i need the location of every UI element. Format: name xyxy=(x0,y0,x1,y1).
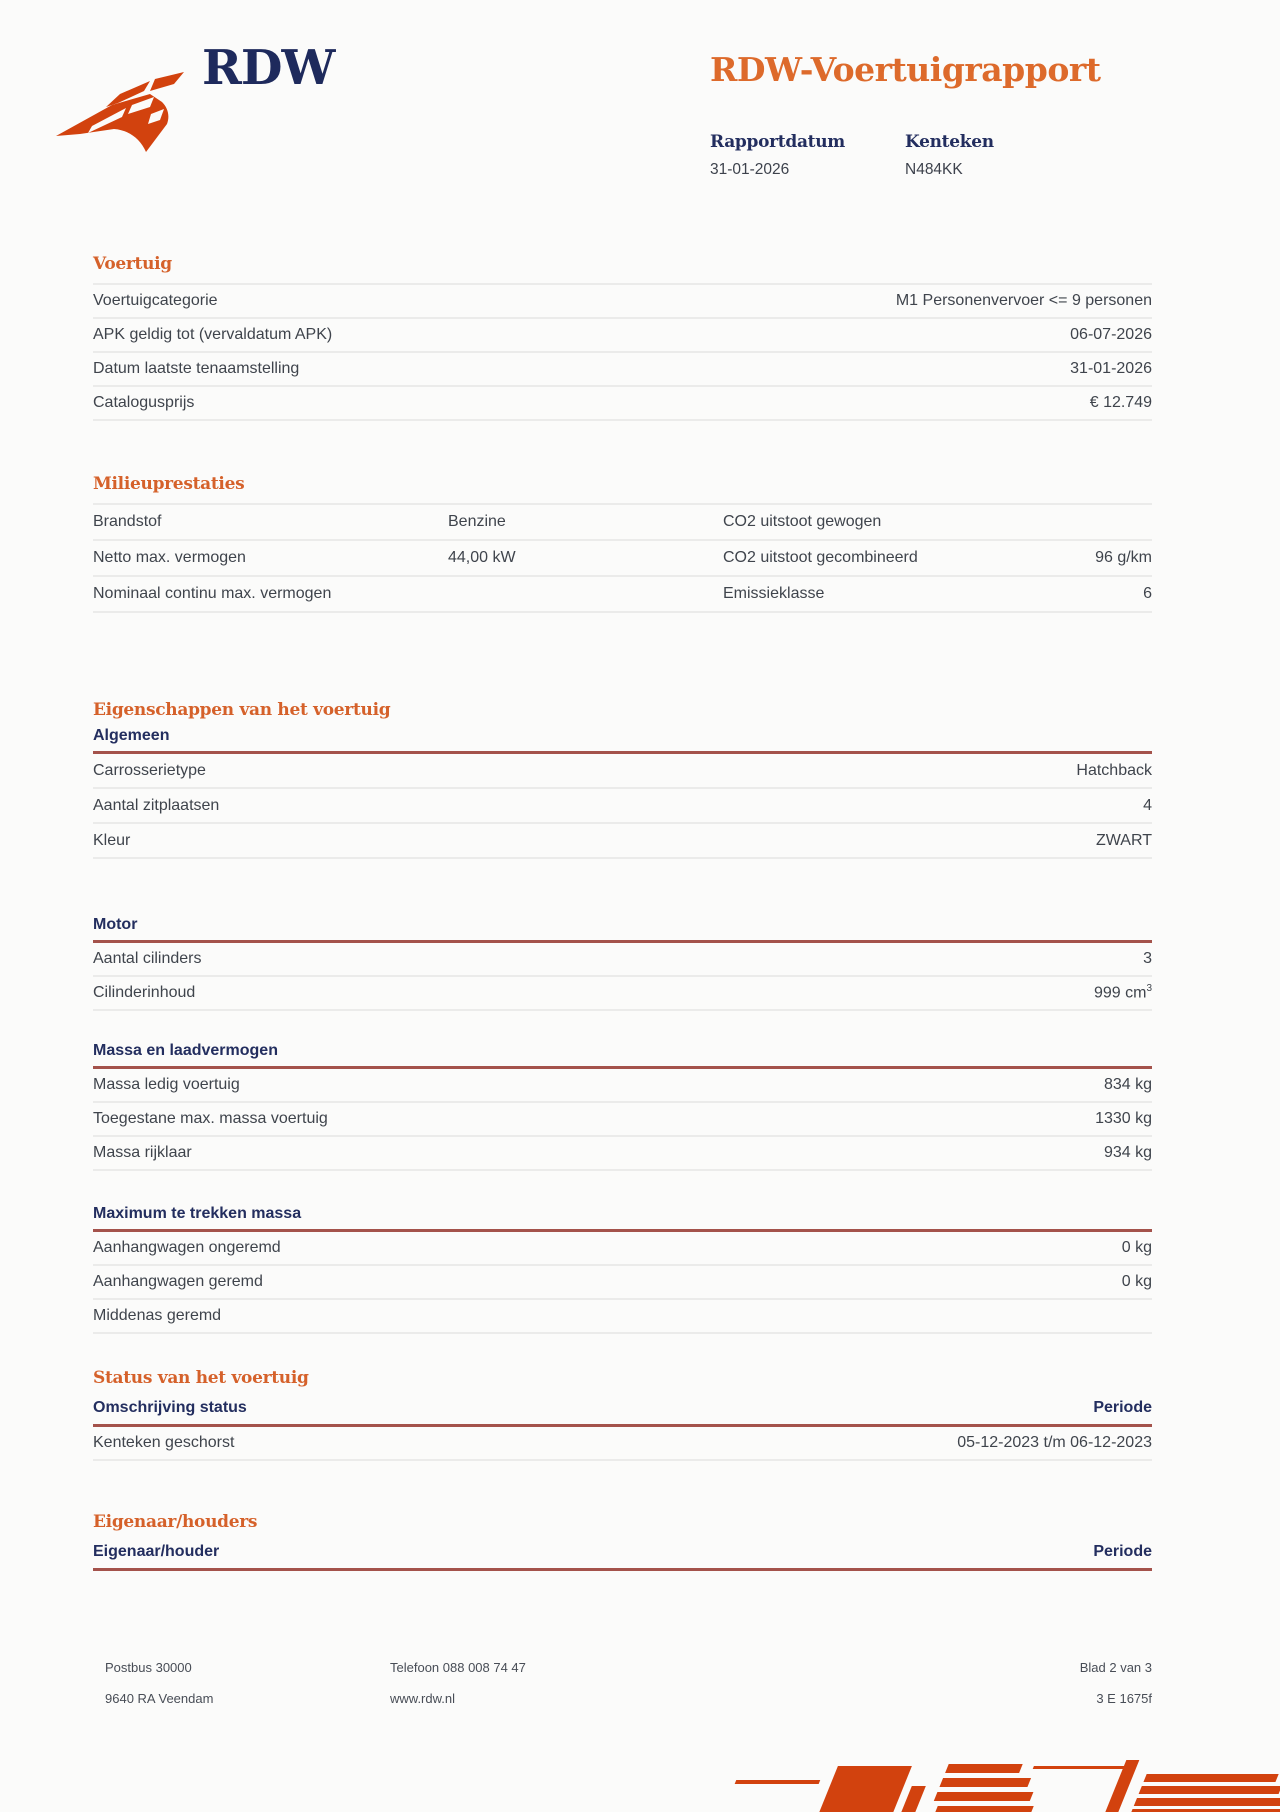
row-label: Massa rijklaar xyxy=(93,1144,192,1161)
row-value: 4 xyxy=(1143,796,1152,814)
footer-page-indicator: Blad 2 van 3 xyxy=(1079,1660,1152,1675)
milieu-table xyxy=(93,503,1152,613)
footer-address-line2: 9640 RA Veendam xyxy=(105,1691,214,1706)
row-label: Massa ledig voertuig xyxy=(93,1076,240,1093)
row-label: Cilinderinhoud xyxy=(93,984,196,1001)
row-label: Middenas geremd xyxy=(93,1307,222,1324)
table-row xyxy=(93,1266,1152,1300)
row-value: 999 $cm^3$ xyxy=(1093,983,1152,1002)
row-value: 06-07-2026 xyxy=(1070,326,1152,343)
row-value: 934 kg xyxy=(1103,1144,1152,1161)
page-title: RDW-Voertuigrapport xyxy=(710,50,1101,89)
table-row xyxy=(93,1137,1152,1171)
status-col-header-left: Omschrijving status xyxy=(93,1399,247,1416)
row-value: Hatchback xyxy=(1076,761,1152,779)
footer-website: www.rdw.nl xyxy=(390,1691,456,1706)
row-label: Carrosserietype xyxy=(93,761,206,779)
subsection-massa xyxy=(93,1041,1152,1171)
row-value: 44,00 kW xyxy=(448,549,516,566)
row-label: Catalogusprijs xyxy=(93,394,195,411)
row-value: 834 kg xyxy=(1103,1076,1152,1093)
license-plate-value: N484KK xyxy=(905,161,963,178)
footer-address-line1: Postbus 30000 xyxy=(105,1660,192,1675)
footer-doc-code: 3 E 1675f xyxy=(1096,1691,1152,1706)
row-value: M1 Personenvervoer <= 9 personen xyxy=(895,292,1152,309)
row-label: Netto max. vermogen xyxy=(93,549,246,566)
row-value: ZWART xyxy=(1096,831,1152,849)
report-meta xyxy=(710,132,1100,179)
row-value: 31-01-2026 xyxy=(1070,360,1152,377)
section-heading: Eigenaar/houders xyxy=(93,1512,258,1532)
row-label: Brandstof xyxy=(93,513,162,530)
subsection-trekken-massa xyxy=(93,1204,1152,1334)
footer-graphic xyxy=(724,1746,1280,1812)
subsection-heading: Maximum te trekken massa xyxy=(93,1205,302,1222)
subsection-heading: Massa en laadvermogen xyxy=(93,1042,278,1059)
subsection-heading: Motor xyxy=(93,916,138,933)
table-row xyxy=(93,789,1152,824)
eigenaar-col-header-right: Periode xyxy=(1093,1543,1152,1560)
row-value: 0 kg xyxy=(1121,1239,1152,1256)
section-eigenaar xyxy=(93,1512,1152,1571)
table-row xyxy=(93,977,1152,1011)
section-status xyxy=(93,1368,1152,1461)
status-col-header-right: Periode xyxy=(1093,1399,1152,1416)
row-value: 3 xyxy=(1143,950,1152,967)
table-row xyxy=(93,541,1152,577)
rdw-logo-icon xyxy=(54,72,186,169)
row-label: Datum laatste tenaamstelling xyxy=(93,360,300,377)
status-table xyxy=(93,1427,1152,1461)
row-value: 05-12-2023 t/m 06-12-2023 xyxy=(957,1434,1152,1451)
row-value: 96 g/km xyxy=(1095,549,1152,566)
row-label: Kleur xyxy=(93,831,131,849)
table-row xyxy=(93,943,1152,977)
report-date-value: 31-01-2026 xyxy=(710,161,790,178)
table-row xyxy=(93,353,1152,387)
subsection-algemeen xyxy=(93,726,1152,859)
row-label: Aantal cilinders xyxy=(93,950,202,967)
section-heading: Status van het voertuig xyxy=(93,1368,309,1388)
table-row xyxy=(93,1232,1152,1266)
red-rule xyxy=(93,1568,1152,1571)
row-label: Aantal zitplaatsen xyxy=(93,796,220,814)
footer-phone: Telefoon 088 008 74 47 xyxy=(390,1660,526,1675)
row-label: CO2 uitstoot gecombineerd xyxy=(723,549,918,566)
row-value: Benzine xyxy=(448,513,506,530)
section-heading: Voertuig xyxy=(93,254,172,274)
license-plate-label: Kenteken xyxy=(905,132,994,152)
row-label: Emissieklasse xyxy=(723,585,825,602)
subsection-motor xyxy=(93,915,1152,1011)
algemeen-table xyxy=(93,754,1152,859)
section-heading: Eigenschappen van het voertuig xyxy=(93,700,391,720)
voertuig-table xyxy=(93,283,1152,421)
row-label: Aanhangwagen ongeremd xyxy=(93,1239,281,1256)
superscript: 3 xyxy=(1146,983,1152,995)
table-row xyxy=(93,285,1152,319)
status-column-headers xyxy=(93,1398,1152,1418)
section-eigenschappen xyxy=(93,700,1152,1334)
row-label: Aanhangwagen geremd xyxy=(93,1273,263,1290)
section-heading: Milieuprestaties xyxy=(93,474,245,494)
report-date-label: Rapportdatum xyxy=(710,132,845,152)
trekken-massa-table xyxy=(93,1232,1152,1334)
row-value: 6 xyxy=(1143,585,1152,602)
rdw-logo-text: RDW xyxy=(202,40,335,96)
row-value: 0 kg xyxy=(1121,1273,1152,1290)
section-voertuig xyxy=(93,254,1152,421)
table-row xyxy=(93,505,1152,541)
massa-table xyxy=(93,1069,1152,1171)
row-label: Nominaal continu max. vermogen xyxy=(93,585,332,602)
motor-table xyxy=(93,943,1152,1011)
row-label: Toegestane max. massa voertuig xyxy=(93,1110,328,1127)
table-row xyxy=(93,577,1152,613)
eigenaar-column-headers xyxy=(93,1542,1152,1562)
row-label: CO2 uitstoot gewogen xyxy=(723,513,882,530)
row-label: Kenteken geschorst xyxy=(93,1434,235,1451)
table-row xyxy=(93,319,1152,353)
table-row xyxy=(93,754,1152,789)
table-row xyxy=(93,1103,1152,1137)
section-milieuprestaties xyxy=(93,474,1152,613)
table-row xyxy=(93,387,1152,421)
row-label: APK geldig tot (vervaldatum APK) xyxy=(93,326,333,343)
table-row xyxy=(93,1300,1152,1334)
subsection-heading: Algemeen xyxy=(93,727,170,744)
table-row xyxy=(93,1427,1152,1461)
row-label: Voertuigcategorie xyxy=(93,292,218,309)
page-footer xyxy=(93,1660,1152,1706)
table-row xyxy=(93,1069,1152,1103)
eigenaar-col-header-left: Eigenaar/houder xyxy=(93,1543,220,1560)
row-value: € 12.749 xyxy=(1089,394,1152,411)
table-row xyxy=(93,824,1152,859)
row-value: 1330 kg xyxy=(1095,1110,1152,1127)
